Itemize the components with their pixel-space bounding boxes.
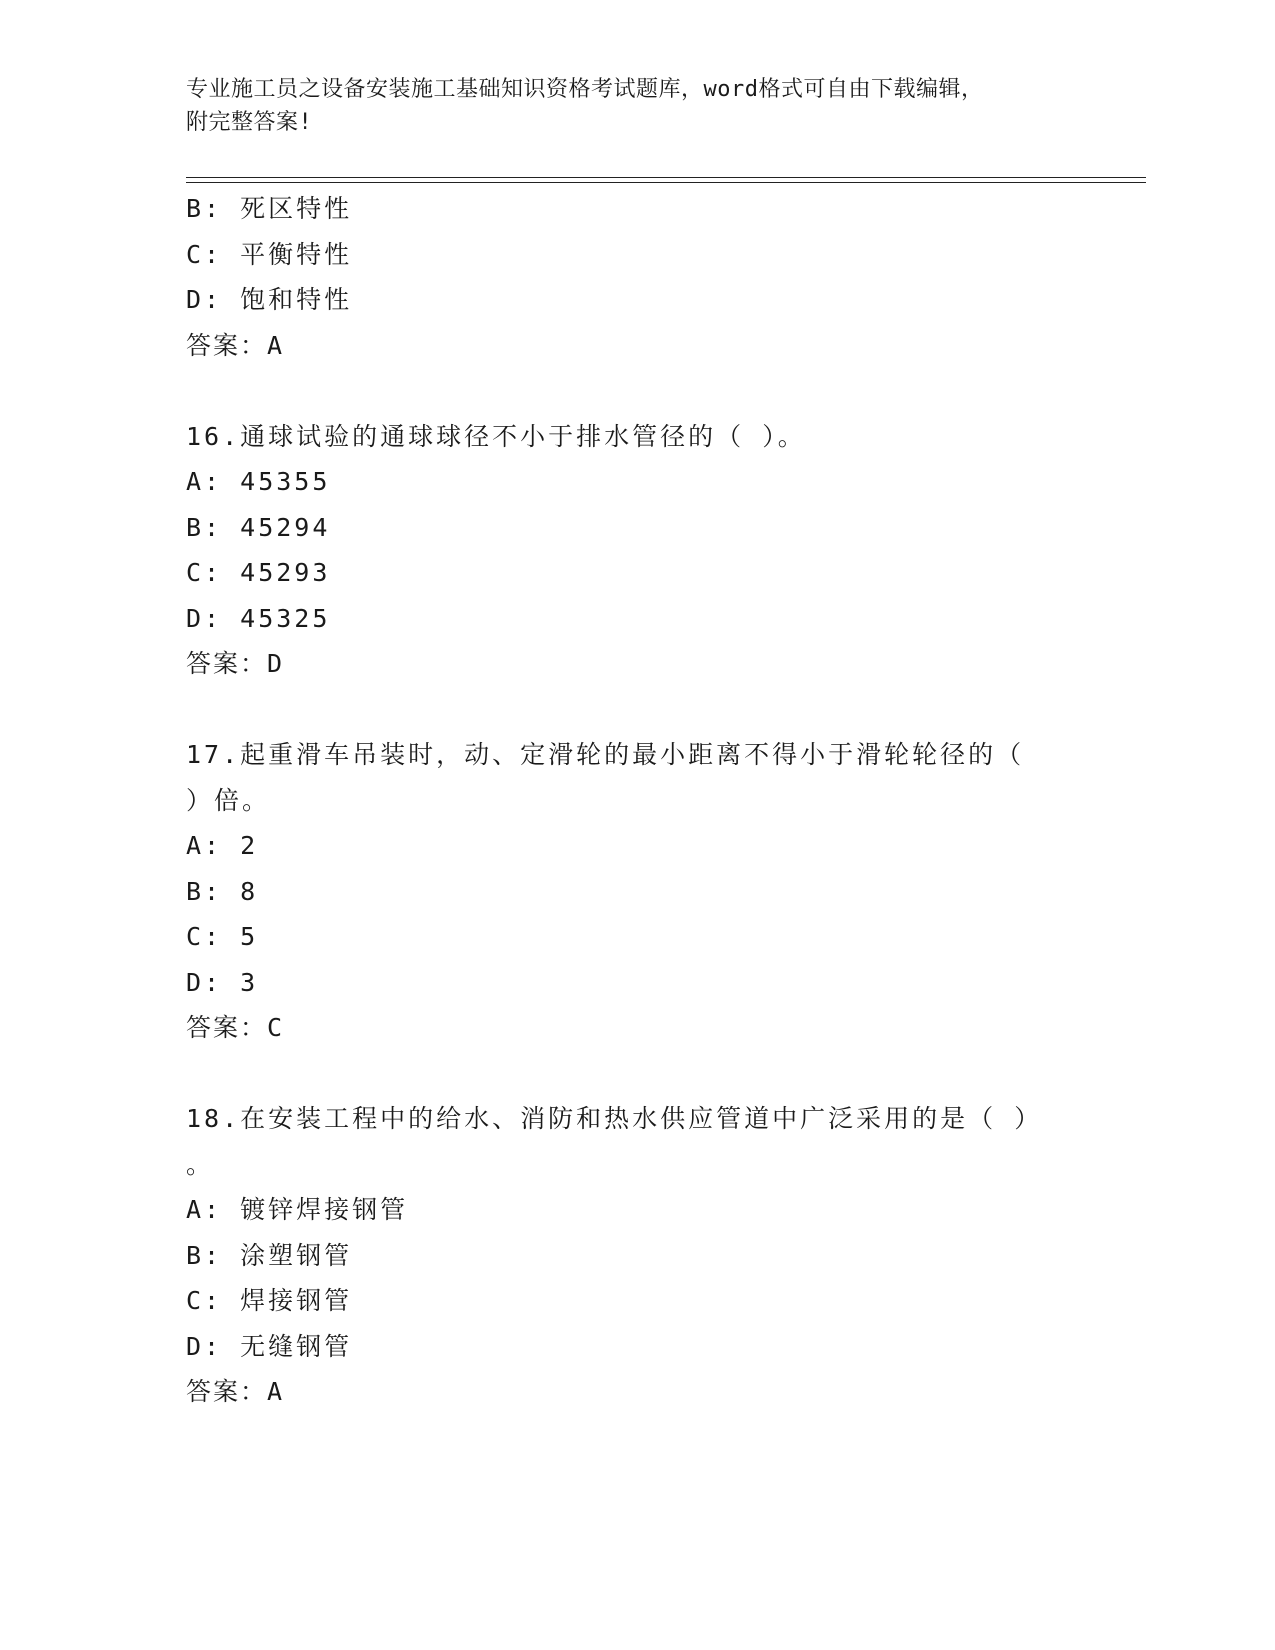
q15-option-c: C: 平衡特性	[186, 239, 353, 269]
q18-answer: 答案：A	[186, 1377, 285, 1406]
header-title-line2: 附完整答案!	[186, 110, 313, 135]
q18-option-b: B: 涂塑钢管	[186, 1240, 353, 1270]
spacer	[186, 368, 1146, 414]
header-title-line1: 专业施工员之设备安装施工基础知识资格考试题库，word格式可自由下载编辑，	[186, 77, 984, 102]
q18-option-d: D: 无缝钢管	[186, 1331, 353, 1361]
q16-question: 16.通球试验的通球球径不小于排水管径的（ ）。	[186, 421, 806, 451]
q15-option-d: D: 饱和特性	[186, 285, 353, 314]
spacer	[186, 1051, 1146, 1097]
q17-option-b: B: 8	[186, 876, 259, 906]
header-divider	[186, 177, 1146, 183]
q17-option-a: A: 2	[186, 831, 259, 860]
q16-option-b: B: 45294	[186, 512, 331, 542]
q17-option-d: D: 3	[186, 967, 259, 997]
q17-question-line2: ）倍。	[186, 785, 271, 815]
q15-option-b: B: 死区特性	[186, 194, 353, 223]
q15-answer: 答案：A	[186, 330, 285, 360]
spacer	[186, 687, 1146, 733]
q18-question-line2: 。	[186, 1149, 215, 1179]
q17-option-c: C: 5	[186, 922, 259, 951]
q18-option-c: C: 焊接钢管	[186, 1286, 353, 1315]
q16-answer: 答案：D	[186, 649, 285, 678]
q18-question-line1: 18.在安装工程中的给水、消防和热水供应管道中广泛采用的是（ ）	[186, 1104, 1043, 1133]
q17-answer: 答案：C	[186, 1013, 285, 1042]
q18-option-a: A: 镀锌焊接钢管	[186, 1195, 409, 1224]
q16-option-c: C: 45293	[186, 558, 331, 587]
q16-option-a: A: 45355	[186, 467, 331, 496]
document-header	[186, 73, 1056, 139]
question-content	[186, 186, 1146, 1415]
q16-option-d: D: 45325	[186, 603, 331, 633]
q17-question-line1: 17.起重滑车吊装时，动、定滑轮的最小距离不得小于滑轮轮径的（	[186, 740, 1025, 769]
